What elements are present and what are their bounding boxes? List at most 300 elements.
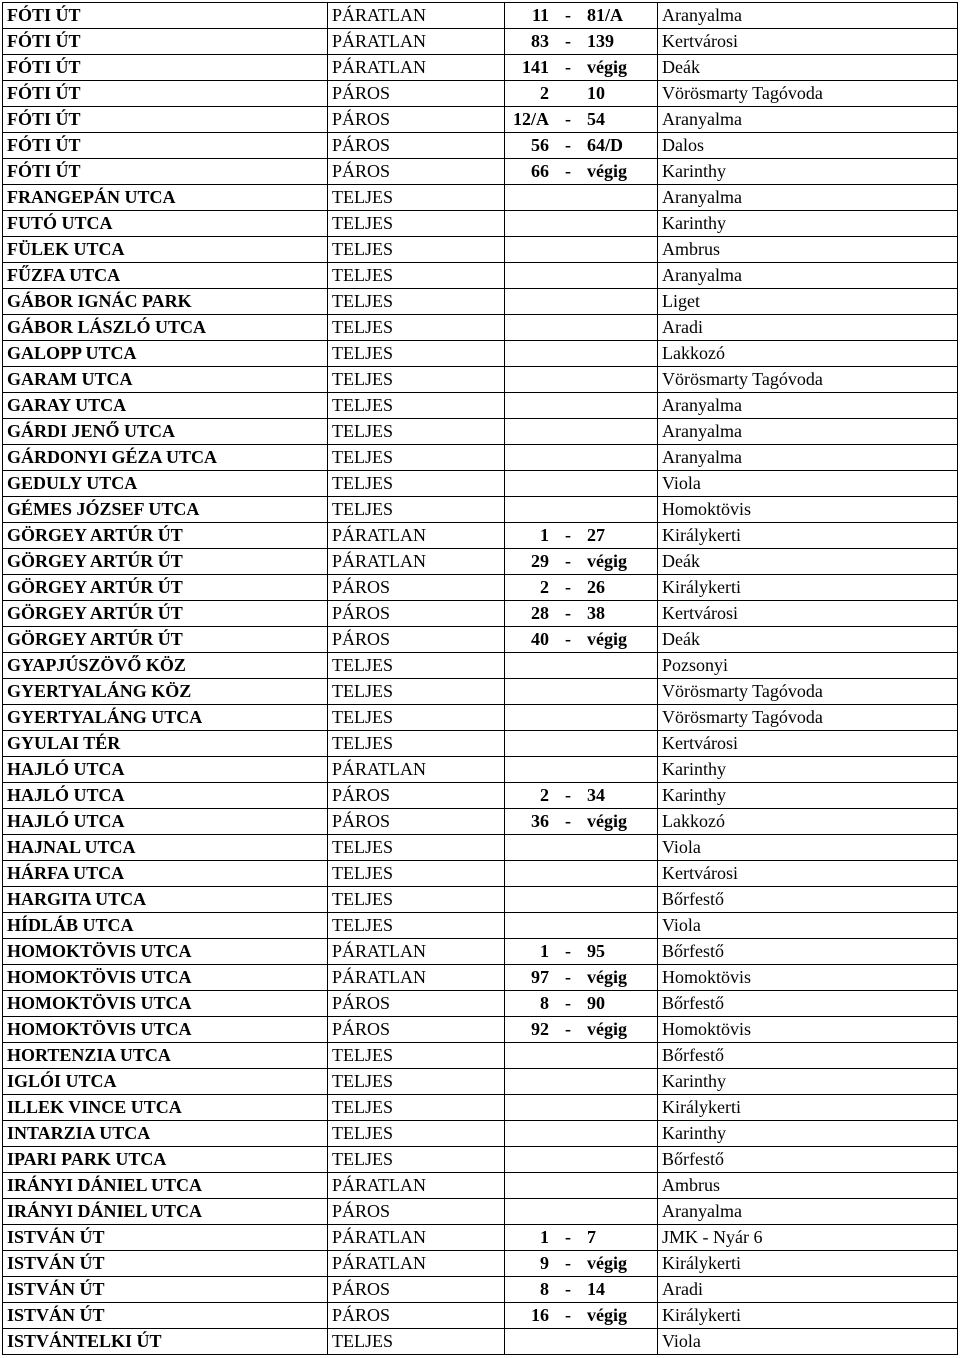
range-from-cell: 8 (505, 1277, 554, 1303)
range-dash-cell (553, 445, 583, 471)
school-cell: Aradi (658, 315, 958, 341)
parity-cell: PÁROS (328, 627, 505, 653)
range-dash-cell: - (553, 1277, 583, 1303)
range-from-cell: 11 (505, 3, 554, 29)
parity-cell: TELJES (328, 835, 505, 861)
parity-cell: TELJES (328, 1069, 505, 1095)
parity-cell: TELJES (328, 211, 505, 237)
range-dash-cell: - (553, 1251, 583, 1277)
range-dash-cell: - (553, 575, 583, 601)
range-dash-cell (553, 497, 583, 523)
parity-cell: TELJES (328, 471, 505, 497)
street-name-cell: GÁBOR IGNÁC PARK (3, 289, 328, 315)
range-to-cell: végig (583, 549, 658, 575)
school-cell: Homoktövis (658, 1017, 958, 1043)
range-to-cell: 14 (583, 1277, 658, 1303)
street-name-cell: GÖRGEY ARTÚR ÚT (3, 575, 328, 601)
school-cell: Dalos (658, 133, 958, 159)
range-from-cell: 1 (505, 939, 554, 965)
parity-cell: TELJES (328, 185, 505, 211)
range-dash-cell (553, 419, 583, 445)
range-dash-cell (553, 887, 583, 913)
street-name-cell: IRÁNYI DÁNIEL UTCA (3, 1199, 328, 1225)
school-cell: Bőrfestő (658, 1147, 958, 1173)
table-row (3, 1277, 958, 1303)
range-to-cell: 81/A (583, 3, 658, 29)
school-cell: Karinthy (658, 1121, 958, 1147)
range-from-cell (505, 393, 554, 419)
range-dash-cell: - (553, 107, 583, 133)
range-from-cell (505, 419, 554, 445)
range-to-cell: 27 (583, 523, 658, 549)
range-to-cell (583, 731, 658, 757)
street-name-cell: GARAM UTCA (3, 367, 328, 393)
range-dash-cell (553, 653, 583, 679)
range-to-cell (583, 1173, 658, 1199)
table-row (3, 1147, 958, 1173)
table-row (3, 809, 958, 835)
parity-cell: PÁROS (328, 133, 505, 159)
street-name-cell: ISTVÁNTELKI ÚT (3, 1329, 328, 1355)
range-dash-cell (553, 757, 583, 783)
range-from-cell (505, 1329, 554, 1355)
range-to-cell: végig (583, 809, 658, 835)
range-from-cell: 2 (505, 575, 554, 601)
range-to-cell: 38 (583, 601, 658, 627)
street-name-cell: FÜLEK UTCA (3, 237, 328, 263)
table-row (3, 211, 958, 237)
range-from-cell: 16 (505, 1303, 554, 1329)
range-dash-cell: - (553, 3, 583, 29)
street-name-cell: FŰZFA UTCA (3, 263, 328, 289)
school-cell: Karinthy (658, 159, 958, 185)
parity-cell: PÁRATLAN (328, 55, 505, 81)
street-name-cell: FÓTI ÚT (3, 159, 328, 185)
street-name-cell: GYERTYALÁNG UTCA (3, 705, 328, 731)
range-dash-cell: - (553, 29, 583, 55)
range-to-cell: végig (583, 1303, 658, 1329)
table-row (3, 289, 958, 315)
parity-cell: PÁRATLAN (328, 523, 505, 549)
parity-cell: TELJES (328, 1147, 505, 1173)
range-from-cell (505, 1147, 554, 1173)
range-from-cell: 2 (505, 783, 554, 809)
table-row (3, 185, 958, 211)
range-dash-cell: - (553, 133, 583, 159)
school-cell: Karinthy (658, 757, 958, 783)
range-dash-cell (553, 81, 583, 107)
range-dash-cell (553, 913, 583, 939)
range-to-cell (583, 211, 658, 237)
range-from-cell (505, 1095, 554, 1121)
table-row (3, 601, 958, 627)
school-cell: Pozsonyi (658, 653, 958, 679)
street-name-cell: ILLEK VINCE UTCA (3, 1095, 328, 1121)
street-list-document (2, 2, 958, 1355)
range-to-cell: 34 (583, 783, 658, 809)
range-dash-cell (553, 1121, 583, 1147)
street-name-cell: ISTVÁN ÚT (3, 1225, 328, 1251)
range-from-cell: 8 (505, 991, 554, 1017)
range-to-cell (583, 445, 658, 471)
school-cell: Királykerti (658, 523, 958, 549)
school-cell: Aranyalma (658, 3, 958, 29)
street-name-cell: HARGITA UTCA (3, 887, 328, 913)
range-from-cell (505, 913, 554, 939)
range-from-cell: 9 (505, 1251, 554, 1277)
street-name-cell: ISTVÁN ÚT (3, 1303, 328, 1329)
range-to-cell (583, 757, 658, 783)
range-dash-cell: - (553, 523, 583, 549)
range-to-cell: 54 (583, 107, 658, 133)
range-to-cell (583, 887, 658, 913)
parity-cell: TELJES (328, 887, 505, 913)
school-cell: Deák (658, 55, 958, 81)
range-dash-cell (553, 1095, 583, 1121)
range-dash-cell (553, 393, 583, 419)
parity-cell: TELJES (328, 653, 505, 679)
parity-cell: PÁROS (328, 159, 505, 185)
range-from-cell: 36 (505, 809, 554, 835)
school-cell: Ambrus (658, 237, 958, 263)
parity-cell: TELJES (328, 679, 505, 705)
street-name-cell: FÓTI ÚT (3, 29, 328, 55)
range-from-cell: 92 (505, 1017, 554, 1043)
parity-cell: PÁRATLAN (328, 1251, 505, 1277)
range-from-cell (505, 1069, 554, 1095)
school-cell: Kertvárosi (658, 861, 958, 887)
parity-cell: TELJES (328, 1095, 505, 1121)
range-to-cell (583, 185, 658, 211)
table-body (3, 3, 958, 1355)
street-name-cell: HÍDLÁB UTCA (3, 913, 328, 939)
range-dash-cell (553, 1043, 583, 1069)
range-dash-cell: - (553, 601, 583, 627)
range-to-cell: 90 (583, 991, 658, 1017)
range-to-cell (583, 1095, 658, 1121)
parity-cell: TELJES (328, 1043, 505, 1069)
school-cell: Viola (658, 1329, 958, 1355)
table-row (3, 55, 958, 81)
parity-cell: TELJES (328, 263, 505, 289)
parity-cell: TELJES (328, 497, 505, 523)
table-row (3, 1251, 958, 1277)
range-to-cell (583, 1043, 658, 1069)
street-name-cell: FRANGEPÁN UTCA (3, 185, 328, 211)
range-from-cell (505, 367, 554, 393)
range-dash-cell: - (553, 809, 583, 835)
parity-cell: PÁRATLAN (328, 757, 505, 783)
street-name-cell: ISTVÁN ÚT (3, 1251, 328, 1277)
range-dash-cell: - (553, 1303, 583, 1329)
parity-cell: PÁROS (328, 81, 505, 107)
range-dash-cell (553, 705, 583, 731)
range-dash-cell: - (553, 991, 583, 1017)
range-from-cell (505, 653, 554, 679)
range-from-cell: 28 (505, 601, 554, 627)
range-dash-cell (553, 341, 583, 367)
table-row (3, 1225, 958, 1251)
table-row (3, 1329, 958, 1355)
table-row (3, 263, 958, 289)
parity-cell: TELJES (328, 315, 505, 341)
parity-cell: PÁROS (328, 107, 505, 133)
range-to-cell: végig (583, 965, 658, 991)
range-to-cell (583, 1329, 658, 1355)
parity-cell: PÁROS (328, 783, 505, 809)
street-name-cell: FÓTI ÚT (3, 81, 328, 107)
range-dash-cell (553, 211, 583, 237)
parity-cell: TELJES (328, 731, 505, 757)
street-name-cell: GÖRGEY ARTÚR ÚT (3, 549, 328, 575)
table-row (3, 81, 958, 107)
table-row (3, 29, 958, 55)
range-from-cell: 1 (505, 1225, 554, 1251)
table-row (3, 861, 958, 887)
range-dash-cell (553, 1329, 583, 1355)
parity-cell: TELJES (328, 289, 505, 315)
range-dash-cell (553, 1147, 583, 1173)
range-dash-cell: - (553, 159, 583, 185)
school-cell: Királykerti (658, 1095, 958, 1121)
table-row (3, 107, 958, 133)
range-from-cell (505, 835, 554, 861)
parity-cell: PÁRATLAN (328, 29, 505, 55)
street-table (2, 2, 958, 1355)
range-from-cell (505, 237, 554, 263)
range-to-cell (583, 471, 658, 497)
parity-cell: PÁRATLAN (328, 939, 505, 965)
table-row (3, 965, 958, 991)
range-to-cell (583, 419, 658, 445)
table-row (3, 367, 958, 393)
school-cell: Aranyalma (658, 1199, 958, 1225)
table-row (3, 419, 958, 445)
parity-cell: PÁRATLAN (328, 965, 505, 991)
range-dash-cell: - (553, 549, 583, 575)
parity-cell: TELJES (328, 445, 505, 471)
street-name-cell: GÁRDI JENŐ UTCA (3, 419, 328, 445)
school-cell: Aranyalma (658, 185, 958, 211)
range-dash-cell (553, 367, 583, 393)
street-name-cell: FÓTI ÚT (3, 3, 328, 29)
table-row (3, 757, 958, 783)
range-from-cell (505, 757, 554, 783)
range-from-cell: 40 (505, 627, 554, 653)
table-row (3, 627, 958, 653)
school-cell: Deák (658, 627, 958, 653)
parity-cell: PÁROS (328, 1017, 505, 1043)
table-row (3, 445, 958, 471)
table-row (3, 731, 958, 757)
range-dash-cell (553, 237, 583, 263)
street-name-cell: FUTÓ UTCA (3, 211, 328, 237)
range-to-cell (583, 705, 658, 731)
school-cell: JMK - Nyár 6 (658, 1225, 958, 1251)
table-row (3, 1303, 958, 1329)
school-cell: Aranyalma (658, 393, 958, 419)
range-to-cell: végig (583, 627, 658, 653)
street-name-cell: HOMOKTÖVIS UTCA (3, 1017, 328, 1043)
parity-cell: TELJES (328, 913, 505, 939)
range-from-cell (505, 705, 554, 731)
school-cell: Kertvárosi (658, 601, 958, 627)
range-dash-cell (553, 1069, 583, 1095)
range-from-cell (505, 471, 554, 497)
school-cell: Vörösmarty Tagóvoda (658, 81, 958, 107)
street-name-cell: GÖRGEY ARTÚR ÚT (3, 523, 328, 549)
school-cell: Királykerti (658, 1303, 958, 1329)
school-cell: Deák (658, 549, 958, 575)
table-row (3, 991, 958, 1017)
school-cell: Homoktövis (658, 965, 958, 991)
range-to-cell: végig (583, 55, 658, 81)
parity-cell: PÁROS (328, 1199, 505, 1225)
street-name-cell: GÁBOR LÁSZLÓ UTCA (3, 315, 328, 341)
range-to-cell (583, 1147, 658, 1173)
table-row (3, 159, 958, 185)
range-from-cell (505, 1199, 554, 1225)
table-row (3, 133, 958, 159)
street-name-cell: HAJLÓ UTCA (3, 809, 328, 835)
range-dash-cell (553, 471, 583, 497)
street-name-cell: GYAPJÚSZÖVŐ KÖZ (3, 653, 328, 679)
school-cell: Bőrfestő (658, 991, 958, 1017)
school-cell: Viola (658, 913, 958, 939)
school-cell: Kertvárosi (658, 29, 958, 55)
range-to-cell: 7 (583, 1225, 658, 1251)
parity-cell: PÁROS (328, 575, 505, 601)
table-row (3, 393, 958, 419)
range-to-cell (583, 1121, 658, 1147)
street-name-cell: HAJLÓ UTCA (3, 757, 328, 783)
school-cell: Viola (658, 471, 958, 497)
table-row (3, 315, 958, 341)
parity-cell: TELJES (328, 237, 505, 263)
range-from-cell (505, 497, 554, 523)
school-cell: Viola (658, 835, 958, 861)
range-from-cell (505, 1121, 554, 1147)
table-row (3, 549, 958, 575)
parity-cell: TELJES (328, 1329, 505, 1355)
range-from-cell: 56 (505, 133, 554, 159)
range-dash-cell (553, 185, 583, 211)
range-dash-cell (553, 731, 583, 757)
parity-cell: TELJES (328, 861, 505, 887)
street-name-cell: HAJNAL UTCA (3, 835, 328, 861)
range-dash-cell: - (553, 627, 583, 653)
table-row (3, 1043, 958, 1069)
table-row (3, 1017, 958, 1043)
table-row (3, 3, 958, 29)
range-from-cell (505, 679, 554, 705)
parity-cell: TELJES (328, 341, 505, 367)
range-to-cell: végig (583, 1017, 658, 1043)
range-to-cell: végig (583, 159, 658, 185)
parity-cell: PÁRATLAN (328, 1225, 505, 1251)
school-cell: Bőrfestő (658, 939, 958, 965)
range-from-cell (505, 861, 554, 887)
table-row (3, 679, 958, 705)
street-name-cell: GYULAI TÉR (3, 731, 328, 757)
range-to-cell (583, 237, 658, 263)
table-row (3, 939, 958, 965)
street-name-cell: HÁRFA UTCA (3, 861, 328, 887)
parity-cell: TELJES (328, 705, 505, 731)
range-from-cell (505, 185, 554, 211)
range-from-cell (505, 263, 554, 289)
table-row (3, 1095, 958, 1121)
street-name-cell: GEDULY UTCA (3, 471, 328, 497)
school-cell: Királykerti (658, 575, 958, 601)
range-from-cell (505, 445, 554, 471)
street-name-cell: GÉMES JÓZSEF UTCA (3, 497, 328, 523)
parity-cell: PÁRATLAN (328, 3, 505, 29)
table-row (3, 1173, 958, 1199)
range-dash-cell: - (553, 965, 583, 991)
range-dash-cell (553, 289, 583, 315)
range-dash-cell (553, 679, 583, 705)
range-dash-cell (553, 1199, 583, 1225)
range-dash-cell: - (553, 1017, 583, 1043)
range-to-cell (583, 367, 658, 393)
school-cell: Karinthy (658, 1069, 958, 1095)
school-cell: Bőrfestő (658, 887, 958, 913)
street-name-cell: IGLÓI UTCA (3, 1069, 328, 1095)
parity-cell: TELJES (328, 367, 505, 393)
street-name-cell: GÁRDONYI GÉZA UTCA (3, 445, 328, 471)
school-cell: Lakkozó (658, 341, 958, 367)
street-name-cell: GYERTYALÁNG KÖZ (3, 679, 328, 705)
school-cell: Ambrus (658, 1173, 958, 1199)
range-to-cell (583, 861, 658, 887)
school-cell: Vörösmarty Tagóvoda (658, 679, 958, 705)
range-dash-cell: - (553, 783, 583, 809)
school-cell: Kertvárosi (658, 731, 958, 757)
range-dash-cell: - (553, 55, 583, 81)
range-to-cell: 64/D (583, 133, 658, 159)
range-to-cell (583, 653, 658, 679)
range-from-cell (505, 887, 554, 913)
street-name-cell: HOMOKTÖVIS UTCA (3, 991, 328, 1017)
table-row (3, 887, 958, 913)
street-name-cell: GARAY UTCA (3, 393, 328, 419)
range-to-cell (583, 1199, 658, 1225)
parity-cell: PÁROS (328, 1277, 505, 1303)
range-to-cell (583, 1069, 658, 1095)
range-from-cell (505, 731, 554, 757)
range-to-cell (583, 315, 658, 341)
table-row (3, 471, 958, 497)
parity-cell: TELJES (328, 1121, 505, 1147)
range-to-cell (583, 913, 658, 939)
range-to-cell (583, 393, 658, 419)
parity-cell: PÁROS (328, 991, 505, 1017)
table-row (3, 575, 958, 601)
school-cell: Aradi (658, 1277, 958, 1303)
school-cell: Liget (658, 289, 958, 315)
school-cell: Királykerti (658, 1251, 958, 1277)
school-cell: Lakkozó (658, 809, 958, 835)
street-name-cell: IPARI PARK UTCA (3, 1147, 328, 1173)
range-from-cell: 66 (505, 159, 554, 185)
range-to-cell (583, 341, 658, 367)
table-row (3, 783, 958, 809)
street-name-cell: HOMOKTÖVIS UTCA (3, 939, 328, 965)
table-row (3, 835, 958, 861)
school-cell: Aranyalma (658, 419, 958, 445)
range-to-cell (583, 497, 658, 523)
